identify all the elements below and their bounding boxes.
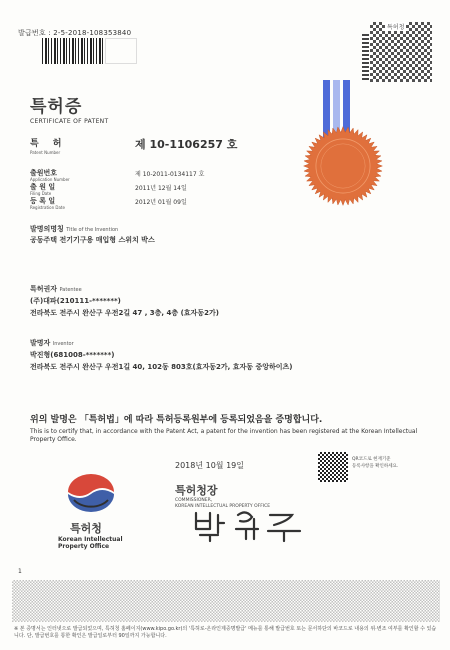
verification-2d-barcode <box>12 580 440 622</box>
commissioner-title: 특허청장 <box>175 484 218 497</box>
qr-logo-text: 특허청 <box>387 24 405 31</box>
office-name: 특허청 <box>70 522 102 535</box>
filing-date-value: 2011년 12월 14일 <box>135 185 187 192</box>
issue-date: 2018년 10월 19일 <box>175 461 244 470</box>
invention-title-value: 공동주택 전기기구용 매입형 스위치 박스 <box>30 236 155 244</box>
commissioner-title-en-line2: KOREAN INTELLECTUAL PROPERTY OFFICE <box>175 503 271 509</box>
office-name-en-line1: Korean Intellectual <box>58 536 123 543</box>
inventor-name: 박진형(681008-*******) <box>30 351 115 359</box>
verification-qr-code <box>370 22 432 82</box>
application-number-label-en: Application Number <box>30 177 70 182</box>
commissioner-signature <box>188 505 308 543</box>
patent-number-label: 특허 <box>30 139 76 149</box>
commissioner-title-en-line1: COMMISSIONER, <box>175 498 213 503</box>
patentee-address: 전라북도 전주시 완산구 우전2길 47 , 3층, 4층 (효자동2가) <box>30 309 219 317</box>
patentee-label <box>30 284 82 294</box>
document-title-en: CERTIFICATE OF PATENT <box>30 118 109 125</box>
invention-title-label <box>30 224 118 234</box>
kipo-logo-icon <box>60 470 122 514</box>
registration-date-label-en: Registration Date <box>30 205 65 210</box>
patentee-label-ko: 특허권자 <box>30 285 58 293</box>
patent-number-label-en: Patent Number <box>30 150 61 155</box>
patentee-label-en: Patentee <box>59 287 82 293</box>
document-title: 특허증 <box>30 97 83 117</box>
qr-instructions-line1: QR코드로 현재기준 <box>352 457 391 462</box>
patentee-name: (주)대파(210111-*******) <box>30 297 121 305</box>
application-number-label: 출원번호 <box>30 169 58 177</box>
certification-text-ko: 위의 발명은 「특허법」에 따라 특허등록원부에 등록되었음을 증명합니다. <box>30 415 323 425</box>
official-seal-icon <box>302 125 384 207</box>
qr-instructions <box>352 456 398 470</box>
filing-date-label-en: Filing Date <box>30 191 52 196</box>
qr-instructions-line2: 등록사항을 확인하세요. <box>352 464 399 469</box>
registration-date-value: 2012년 01월 09일 <box>135 199 187 206</box>
issue-number: 발급번호 : 2-5-2018-108353840 <box>18 29 132 37</box>
barcode-blank-area <box>105 38 137 64</box>
filing-date-label: 출 원 일 <box>30 183 56 191</box>
inventor-label-ko: 발명자 <box>30 339 51 347</box>
registration-date-label: 등 록 일 <box>30 197 56 205</box>
patent-number-value: 제 10-1106257 호 <box>135 138 238 151</box>
inventor-label-en: Inventor <box>52 341 74 347</box>
application-number-value: 제 10-2011-0134117 호 <box>135 171 205 178</box>
invention-title-label-en: Title of the Invention <box>66 227 119 233</box>
page-marker: 1 <box>18 568 22 575</box>
footer-note: ※ 본 증명서는 인터넷으로 발급되었으며, 특허청 홈페이지(www.kipo.go.kr)의 '특허로-온라인제증명발급' 메뉴를 통해 발급번호 또는 문서하단의 바코드로 내용의 위·변조 여부를 확인할 수 있습니다. 단, 발급번호를 통한 확인은 발급일로부터 90일까지 가능합니다. <box>14 626 437 639</box>
inventor-label <box>30 338 74 348</box>
invention-title-label-ko: 발명의명칭 <box>30 225 64 233</box>
office-name-en-line2: Property Office <box>58 543 110 550</box>
inventor-address: 전라북도 전주시 완산구 우전1길 40, 102동 803호(효자동2가, 효자동 중앙하이츠) <box>30 363 293 371</box>
office-name-en <box>58 536 138 550</box>
certification-text-en: This is to certify that, in accordance with the Patent Act, a patent for the invention has been registered at the Korean Intellectual Property Office. <box>30 428 418 443</box>
side-barcode <box>362 34 369 80</box>
registration-qr-code <box>318 452 348 482</box>
